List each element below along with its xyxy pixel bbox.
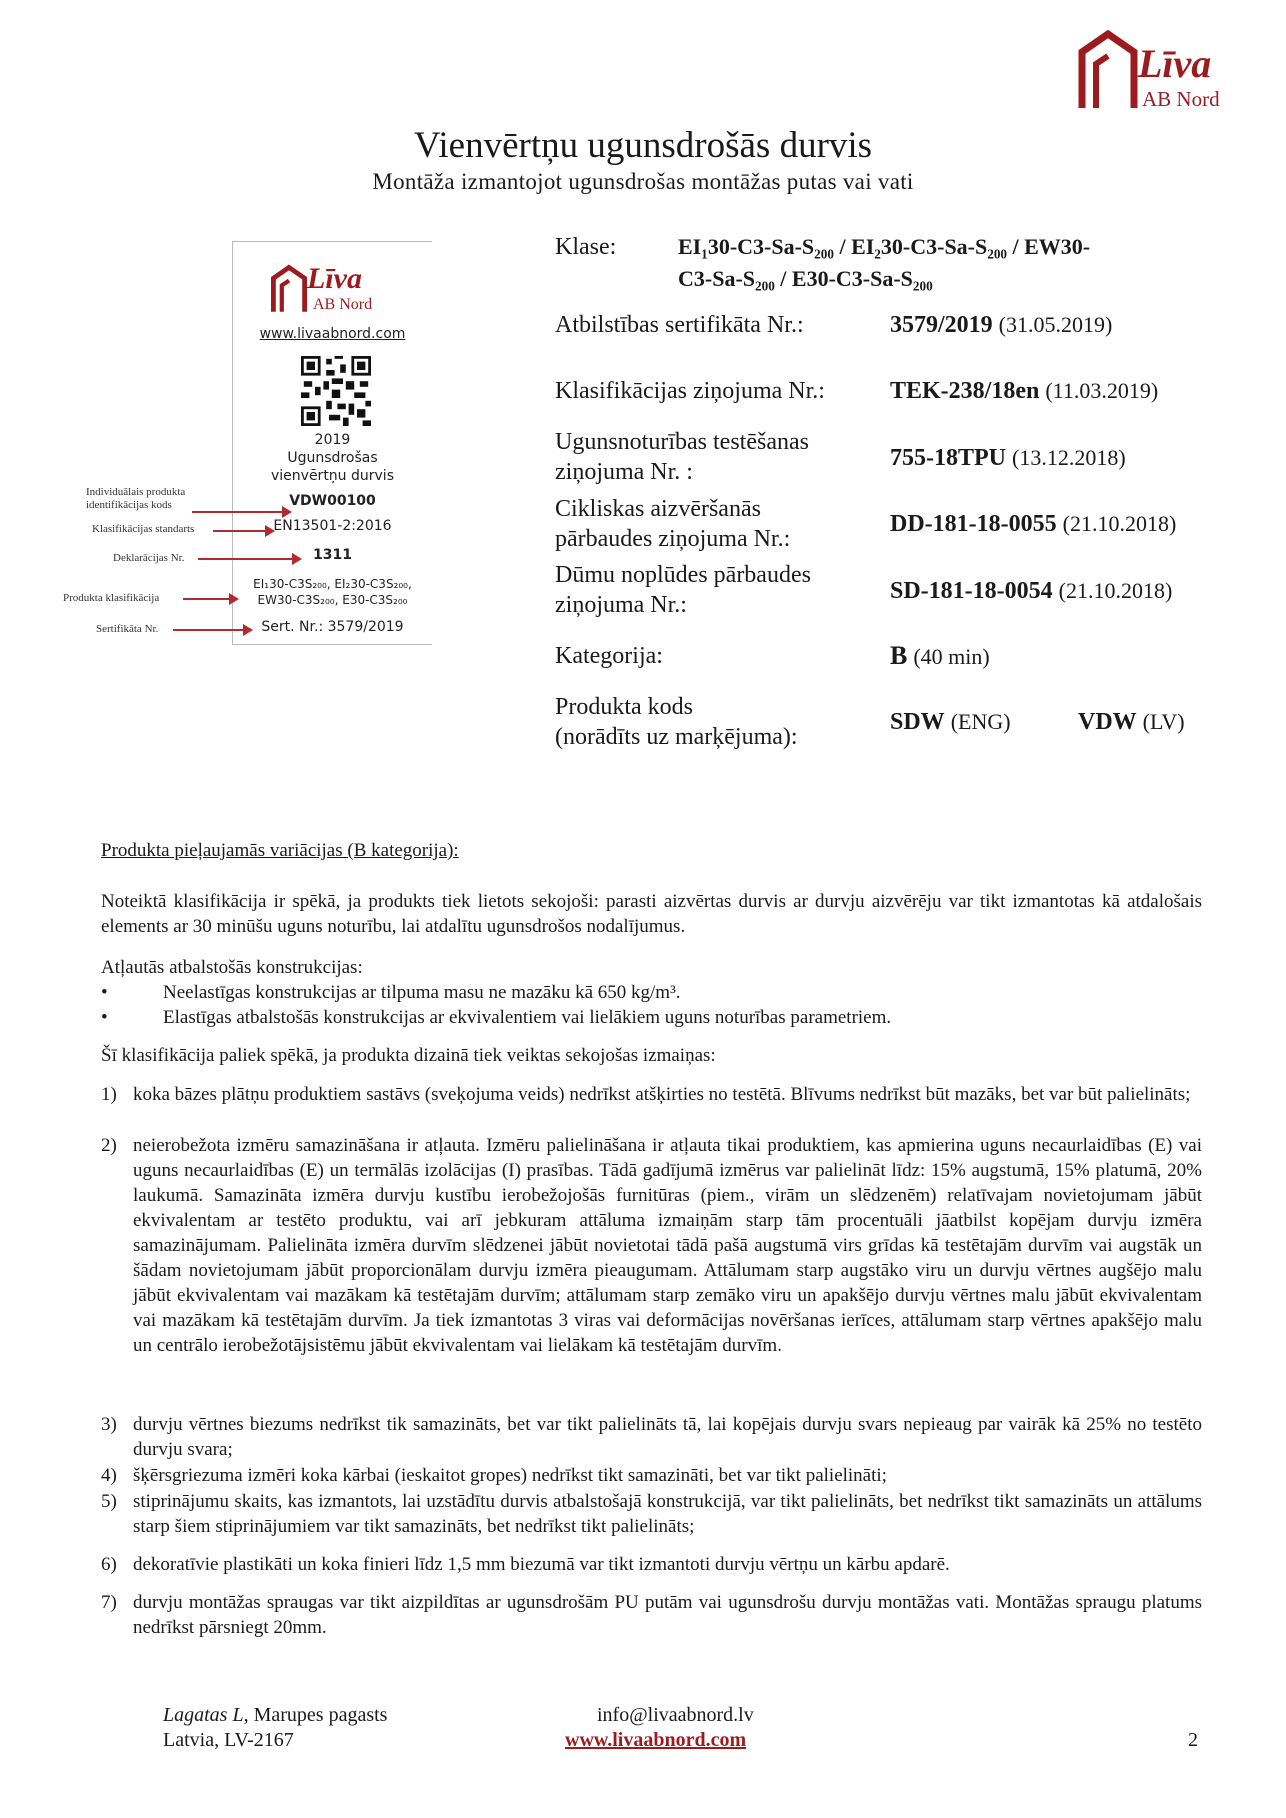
label-product-id: VDW00100 <box>289 493 376 509</box>
list-item: 7) durvju montāžas spraugas var tikt aizpildītas ar ugunsdrošām PU putām vai ugunsdrošu durvju montāžas vati. Montāžas spraugu platums nedrīkst pārsniegt 20mm. <box>101 1592 1202 1638</box>
class-value-line2: C3-Sa-S₂₀₀ / E30-C3-Sa-S₂₀₀ <box>678 266 933 291</box>
qr-code-icon <box>301 356 371 426</box>
list-item: 5) stiprinājumu skaits, kas izmantots, lai uzstādītu durvis atbalstošajā konstrukcijā, var tikt palielināts, bet nedrīkst tikt samazināts un attālums starp šiem stiprinājumiem var tikt samazināts, bet nedrīkst tikt palielināts; <box>101 1491 1202 1537</box>
list-item: 2) neierobežota izmēru samazināšana ir atļauta. Izmēru palielināšana ir atļauta tikai produktiem, kas apmierina uguns necaurlaidības (E) vai uguns necaurlaidības (E) un termālās izolācijas (I) prasības. Tādā gadījumā izmērus var palielināt līdz: 15% augstumā, 15% platumā, 20% laukumā. Samazināta izmēra durvju kustību ierobežojošās furnitūras (piem., virām un slēdzenēm) relatīvajam novietojumam jābūt ekvivalentam ar testēto produktu, vai arī jebkuram attāluma izmaiņām starp tām procentuāli jāatbilst kopējam durvju izmēra samazinājumam. Palielināta izmēra durvīm slēdzenei jābūt novietotai tādā pašā augstumā virs grīdas kā testētajām durvīm vai augstāk un šādam novietojumam jābūt proporcionālam durvju izmēra pieaugumam. Attālumam starp augstāko viru un durvju vērtnes augšējo malu jābūt ekvivalentam vai mazākam kā testētajām durvīm; attālumam starp zemāko viru un apakšējo durvju vērtnes malu jābūt ekvivalentam vai mazākam kā testētajām durvīm. Ja tiek izmantotas 3 viras vai deformācijas novēršanas ierīces, attālumam starp vērtnes apakšējo malu un centrālo ierobežotājsistēmu jābūt ekvivalentam vai lielākam kā testētajām durvīm. <box>101 1135 1202 1356</box>
changes-heading: Šī klasifikācija paliek spēkā, ja produkta dizainā tiek veiktas sekojošas izmaiņas: <box>101 1045 716 1066</box>
label-class-line2: EW30-C3S₂₀₀, E30-C3S₂₀₀ <box>257 593 408 607</box>
cyclic-test-label: Cikliskas aizvēršanās pārbaudes ziņojuma Nr.: <box>555 496 791 552</box>
label-standard: EN13501-2:2016 <box>273 518 392 534</box>
label-cert: Sert. Nr.: 3579/2019 <box>261 619 404 635</box>
annotation-classification: Produkta klasifikācija <box>63 592 160 604</box>
logo-name: Līva <box>1138 41 1212 86</box>
classification-report-value: TEK-238/18en (11.03.2019) <box>890 378 1159 404</box>
footer-email[interactable]: info@livaabnord.lv <box>597 1704 754 1726</box>
label-logo-sub: AB Nord <box>313 296 373 313</box>
label-logo-name: Līva <box>307 262 362 295</box>
annotation-product-id: Individuālais produkta identifikācijas kods <box>86 486 186 511</box>
allowed-heading: Atļautās atbalstošās konstrukcijas: <box>101 957 363 978</box>
annotation-certificate: Sertifikāta Nr. <box>96 623 159 635</box>
smoke-test-value: SD-181-18-0054 (21.10.2018) <box>890 578 1173 604</box>
label-year: 2019 <box>314 432 351 448</box>
cyclic-test-value: DD-181-18-0055 (21.10.2018) <box>890 511 1177 537</box>
list-item: 1) koka bāzes plātņu produktiem sastāvs (sveķojuma veids) nedrīkst atšķirties no testētā. Blīvums nedrīkst būt mazāks, bet var būt palielināts; <box>101 1084 1191 1105</box>
label-product-line2: vienvērtņu durvis <box>271 468 394 484</box>
label-product-line1: Ugunsdrošas <box>287 450 378 466</box>
label-class-line1: EI₁30-C3S₂₀₀, EI₂30-C3S₂₀₀, <box>253 577 412 591</box>
class-label: Klase: <box>555 234 617 260</box>
product-code-eng: SDW (ENG) <box>890 709 1011 735</box>
arrow-standard <box>213 530 273 532</box>
annotation-standard: Klasifikācijas standarts <box>92 523 195 535</box>
company-logo <box>1078 30 1238 115</box>
house-icon <box>1078 30 1138 110</box>
list-item: 6) dekoratīvie plastikāti un koka finieri līdz 1,5 mm biezumā var tikt izmantoti durvju vērtņu un kārbu apdarē. <box>101 1554 950 1575</box>
page-subtitle: Montāža izmantojot ugunsdrošas montāžas putas vai vati <box>372 169 914 194</box>
classification-report-label: Klasifikācijas ziņojuma Nr.: <box>555 378 825 404</box>
list-item: 4) šķērsgriezuma izmēri koka kārbai (ieskaitot gropes) nedrīkst tikt samazināti, bet var tikt palielināti; <box>101 1465 887 1486</box>
product-code-lv: VDW (LV) <box>1078 709 1185 735</box>
arrow-certificate <box>173 629 251 631</box>
cert-label: Atbilstības sertifikāta Nr.: <box>555 312 804 338</box>
arrow-classification <box>183 598 237 600</box>
label-website: www.livaabnord.com <box>259 326 406 342</box>
fire-test-label: Ugunsnoturības testēšanas ziņojuma Nr. : <box>555 429 809 485</box>
footer-address-line1: Lagatas L, Marupes pagasts <box>163 1704 388 1726</box>
annotation-declaration: Deklarācijas Nr. <box>113 552 185 564</box>
footer-address-line2: Latvia, LV-2167 <box>163 1729 294 1751</box>
bullet-1: • Neelastīgas konstrukcijas ar tilpuma masu ne mazāku kā 650 kg/m³. <box>101 982 681 1003</box>
page-number: 2 <box>1188 1729 1198 1751</box>
list-item: 3) durvju vērtnes biezums nedrīkst tik samazināts, bet var tikt palielināts tā, lai kopējais durvju svars nepieaug par vairāk kā 25% no testēto durvju svara; <box>101 1414 1202 1460</box>
footer-website-link[interactable]: www.livaabnord.com <box>565 1729 747 1751</box>
fire-test-value: 755-18TPU (13.12.2018) <box>890 445 1126 471</box>
variations-heading: Produkta pieļaujamās variācijas (B kategorija): <box>101 840 459 861</box>
smoke-test-label: Dūmu noplūdes pārbaudes ziņojuma Nr.: <box>555 562 811 618</box>
category-value: B (40 min) <box>890 641 990 670</box>
class-value-line1: EI₁30-C3-Sa-S₂₀₀ / EI₂30-C3-Sa-S₂₀₀ / EW30- <box>678 234 1091 259</box>
house-icon <box>271 262 307 316</box>
logo-subtitle: AB Nord <box>1142 87 1220 111</box>
label-declaration: 1311 <box>313 547 352 563</box>
arrow-product-id <box>192 511 290 513</box>
arrow-declaration <box>198 558 300 560</box>
cert-value: 3579/2019 (31.05.2019) <box>890 312 1113 338</box>
category-label: Kategorija: <box>555 643 663 669</box>
product-code-label: Produkta kods (norādīts uz marķējuma): <box>555 694 798 750</box>
product-label <box>232 241 432 645</box>
intro-paragraph: Noteiktā klasifikācija ir spēkā, ja produkts tiek lietots sekojoši: parasti aizvērtas durvis ar durvju aizvērēju var tikt izmantotas kā atdalošais elements ar 30 minūšu uguns noturību, lai atdalītu ugunsdrošos nodalījumus. <box>101 891 1202 937</box>
label-logo <box>271 260 401 320</box>
bullet-2: • Elastīgas atbalstošās konstrukcijas ar ekvivalentiem vai lielākiem uguns noturības parametriem. <box>101 1007 892 1028</box>
page-title: Vienvērtņu ugunsdrošās durvis <box>413 125 873 166</box>
